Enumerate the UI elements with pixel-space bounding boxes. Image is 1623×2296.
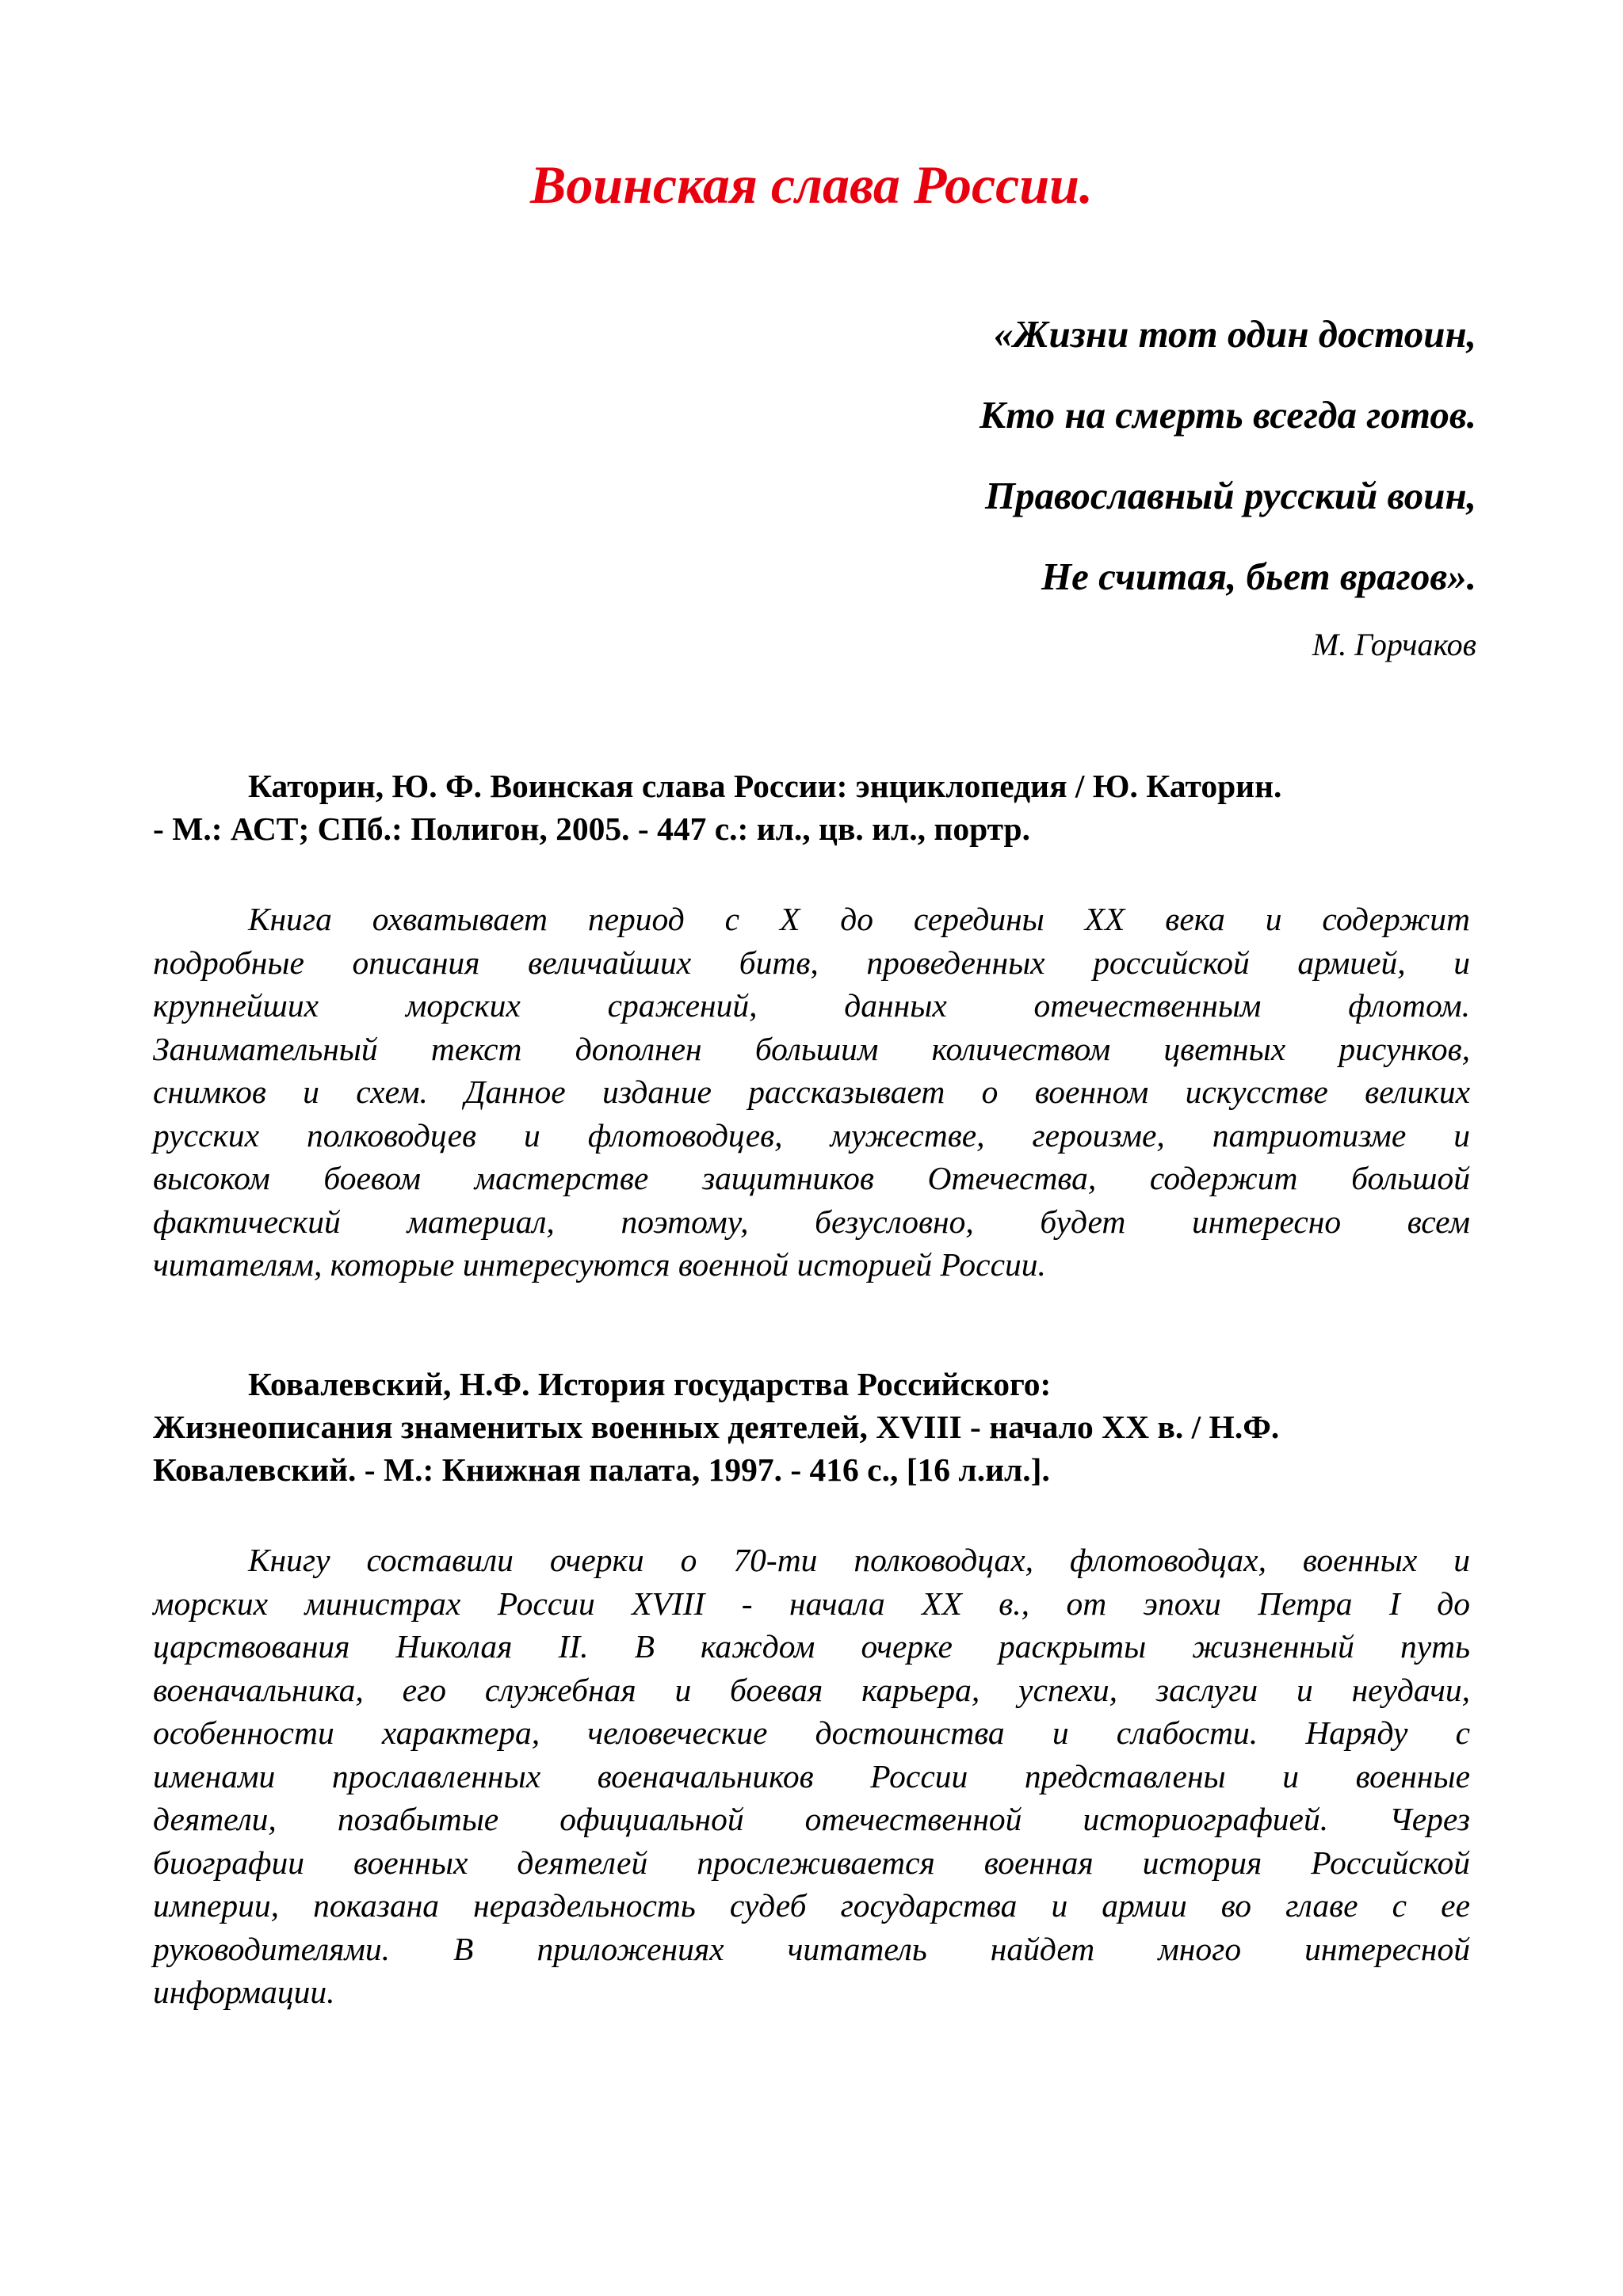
epigraph-line: Кто на смерть всегда готов. (979, 393, 1476, 437)
annotation-line: морских министрах России XVIII - начала XX в., от эпохи Петра I до (153, 1585, 1470, 1622)
citation-line: Ковалевский, Н.Ф. История государства Российского: (248, 1366, 1052, 1402)
annotation-line: подробные описания величайших битв, проведенных российской армией, и (153, 944, 1470, 981)
entry-citation (153, 765, 1470, 850)
epigraph-line: Православный русский воин, (985, 474, 1476, 517)
epigraph-line: Не считая, бьет врагов». (1041, 555, 1476, 598)
annotation-line: информации. (153, 1974, 335, 2010)
epigraph (525, 311, 1476, 666)
annotation-line: империи, показана нераздельность судеб государства и армии во главе с ее (153, 1887, 1470, 1924)
annotation-line: биографии военных деятелей прослеживается военная история Российской (153, 1844, 1470, 1881)
bibliography-entry (153, 1363, 1470, 2014)
annotation-line: русских полководцев и флотоводцев, мужестве, героизме, патриотизме и (153, 1116, 1470, 1154)
annotation-line: особенности характера, человеческие достоинства и слабости. Наряду с (153, 1714, 1470, 1751)
citation-line: Жизнеописания знаменитых военных деятелей, XVIII - начало XX в. / Н.Ф. (153, 1409, 1280, 1445)
annotation-line: деятели, позабытые официальной отечественной историографией. Через (153, 1801, 1470, 1837)
annotation-line: Книга охватывает период с X до середины XX века и содержит (248, 901, 1470, 937)
page-title: Воинская слава России. (530, 154, 1093, 215)
bibliography-entry (153, 765, 1470, 1287)
annotation-line: именами прославленных военачальников России представлены и военные (153, 1757, 1470, 1794)
annotation-line: снимков и схем. Данное издание рассказывает о военном искусстве великих (153, 1074, 1470, 1110)
annotation-line: Занимательный текст дополнен большим количеством цветных рисунков, (153, 1030, 1470, 1067)
annotation-line: руководителями. В приложениях читатель найдет много интересной (153, 1930, 1470, 1967)
citation-line: - М.: АСТ; СПб.: Полигон, 2005. - 447 с.: ил., цв. ил., портр. (153, 810, 1030, 847)
citation-line: Каторин, Ю. Ф. Воинская слава России: энциклопедия / Ю. Каторин. (248, 768, 1282, 804)
epigraph-author: М. Горчаков (1312, 627, 1476, 662)
citation-line: Ковалевский. - М.: Книжная палата, 1997. - 416 с., [16 л.ил.]. (153, 1451, 1050, 1488)
entry-annotation (153, 1539, 1470, 2014)
entry-annotation (153, 898, 1470, 1287)
epigraph-line: «Жизни тот один достоин, (994, 312, 1476, 356)
annotation-line: высоком боевом мастерстве защитников Отечества, содержит большой (153, 1160, 1470, 1196)
entry-citation (153, 1363, 1470, 1491)
annotation-line: царствования Николая II. В каждом очерке раскрыты жизненный путь (153, 1628, 1470, 1665)
annotation-line: военачальника, его служебная и боевая карьера, успехи, заслуги и неудачи, (153, 1671, 1470, 1708)
annotation-line: читателям, которые интересуются военной историей России. (153, 1246, 1046, 1283)
annotation-line: фактический материал, поэтому, безусловно, будет интересно всем (153, 1203, 1470, 1240)
annotation-line: крупнейших морских сражений, данных отечественным флотом. (153, 987, 1470, 1024)
annotation-line: Книгу составили очерки о 70-ти полководцах, флотоводцах, военных и (248, 1542, 1470, 1578)
